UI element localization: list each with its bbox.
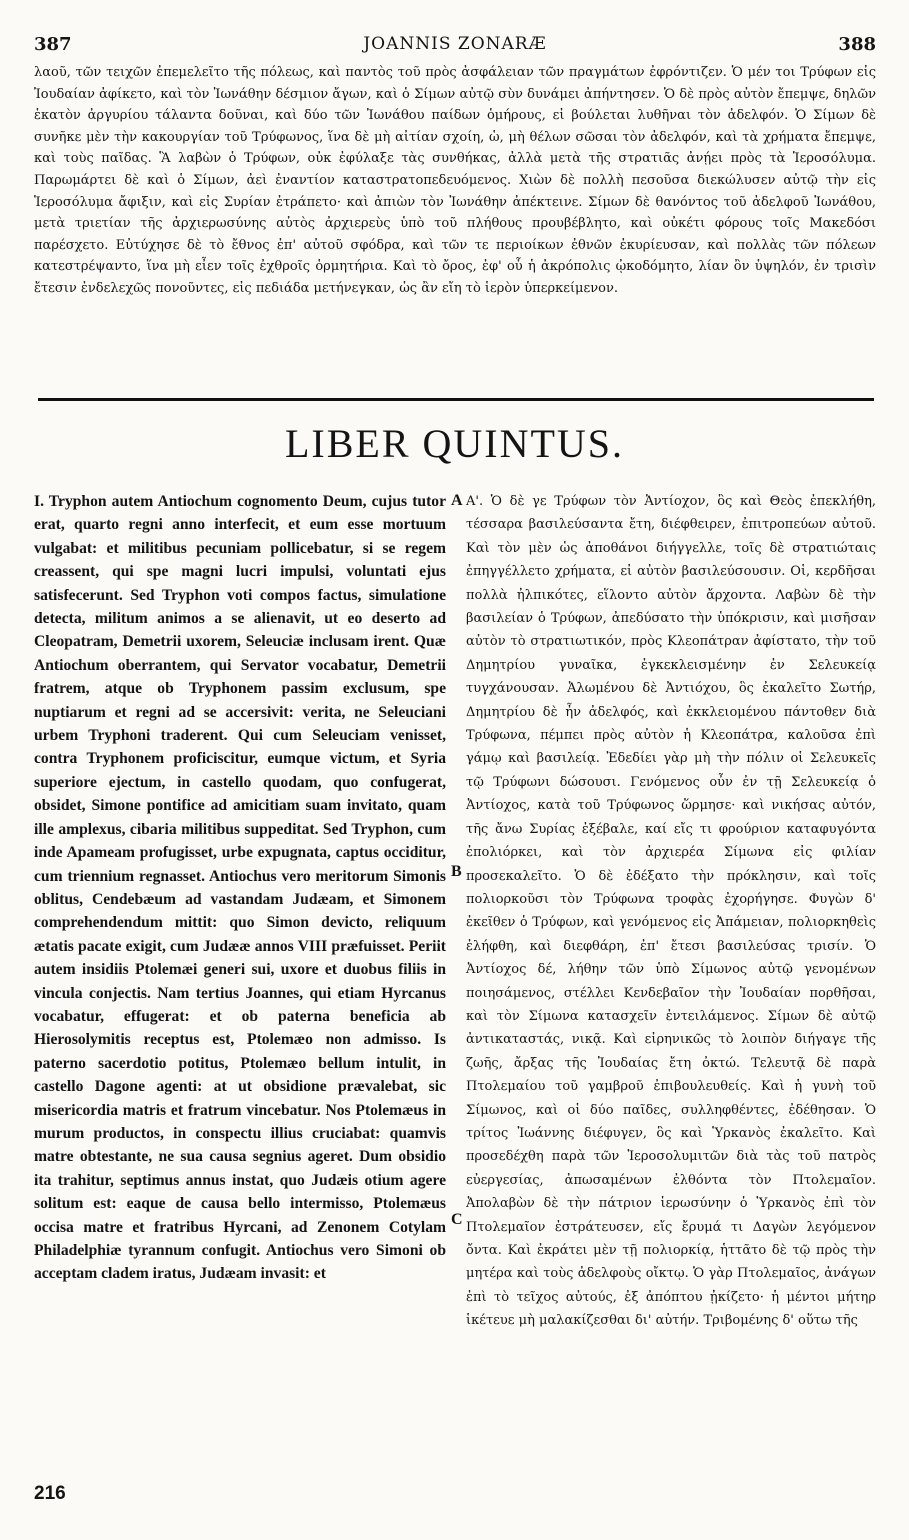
margin-letter-a: A [451,492,463,509]
page-number-right: 388 [838,34,876,55]
greek-continuation-paragraph: λαοῦ, τῶν τειχῶν ἐπεμελεῖτο τῆς πόλεως, καὶ παντὸς τοῦ πρὸς ἀσφάλειαν τῶν πραγμάτων ἐφρόντιζεν. Ὁ μέν τοι Τρύφων εἰς Ἰουδαίαν ἀφίκετο, καὶ τὸν Ἰωνάθην δέσμιον ἄγων, καὶ ὁ Σίμων αὐτῷ σὺν δυνάμει ἀπήντησεν. Ὁ δὲ πρὸς αὐτὸν ἔπεμψε, δηλῶν ἑκατὸν ἀργυρίου τάλαντα δοῦναι, καὶ δύο τῶν Ἰωνάθου παίδων ὁμήρους, εἰ βούλεται λυθῆναι τὸν ἀδελφόν. Ὁ Σίμων δὲ συνῆκε μὲν τὴν κακουργίαν τοῦ Τρύφωνος, ἵνα δὲ μὴ αἰτίαν σχοίη, ὡ, μὴ θέλων σῶσαι τὸν ἀδελφόν, καὶ τὰ χρήματα ἔπεμψε, καὶ τοὺς παῖδας. Ἃ λαβὼν ὁ Τρύφων, οὐκ ἐφύλαξε τὰς συνθήκας, ἀλλὰ μετὰ τῆς στρατιᾶς ἀνῄει πρὸς τὰ Ἱεροσόλυμα. Παρωμάρτει δὲ καὶ ὁ Σίμων, ἀεὶ ἐναντίον καταστρατοπεδευόμενος. Χιὼν δὲ πολλὴ πεσοῦσα διεκώλυσεν αὐτῷ τὴν εἰς Ἱεροσόλυμα ἄφιξιν, καὶ εἰς Συρίαν ἐτράπετο· καὶ ἀπιὼν τὸν Ἰωνάθην ἀπέκτεινε. Σίμων δὲ θανόντος τοῦ ἀδελφοῦ Ἰωνάθου, μετὰ τριετίαν τῆς ἀρχιερωσύνης αὐτὸς ἀρχιερεὺς ὑπὸ τοῦ πλήθους προυβέβλητο, καὶ οὐκέτι φόρους τοῖς Μακεδόσι παρέσχετο. Εὐτύχησε δὲ τὸ ἔθνος ἐπ' αὐτοῦ σφόδρα, καὶ τῶν τε περιοίκων ἐθνῶν ἐκυρίευσαν, καὶ πολλὰς τῶν πόλεων κατεστρέψαντο, ἵνα μὴ εἶεν τοῖς ἐχθροῖς ὁρμητήρια. Καὶ τὸ ὄρος, ἐφ' οὗ ἡ ἀκρόπολις ᾠκοδόμητο, λίαν ὂν ὑψηλόν, ἐν τρισὶν ἔτεσιν ἐνδελεχῶς πονοῦντες, εἰς πεδιάδα μετήνεγκαν, ὡς ἂν εἴη τὸ ἱερὸν ὑπερκείμενον. [34,65,876,296]
page-number-left: 387 [34,34,72,55]
book-title: LIBER QUINTUS. [284,421,625,466]
page-header [34,34,876,56]
latin-column [34,490,446,1286]
running-title: JOANNIS ZONARÆ [363,34,547,54]
greek-paragraph: Α'. Ὁ δὲ γε Τρύφων τὸν Ἀντίοχον, ὃς καὶ Θεὸς ἐπεκλήθη, τέσσαρα βασιλεύσαντα ἔτη, διέφθειρεν, ἐπιτροπεύων αὐτοῦ. Καὶ τὸν μὲν ὡς ἀποθάνοι διήγγελλε, τοῖς δὲ στρατιώταις ἐπηγγέλλετο χρήματα, εἰ αὐτὸν βασιλεύσουσιν. Οἱ, κερδῆσαι πολλὰ ἠλπικότες, εἵλοντο αὐτὸν ἄρχοντα. Λαβὼν δὲ τὴν βασιλείαν ὁ Τρύφων, ἀπεδύσατο τὴν ὑπόκρισιν, καὶ μισῆσαν αὐτὸν τὸ στρατιωτικόν, πρὸς Κλεοπάτραν ἀφίστατο, τὴν τοῦ Δημητρίου γυναῖκα, ἐγκεκλεισμένην ἐν Σελευκείᾳ τυγχάνουσαν. Ἀλωμένου δὲ Ἀντιόχου, ὃς ἐκαλεῖτο Σωτήρ, Δημητρίου δὲ ἦν ἀδελφός, καὶ ἐκκλειομένου πάντοθεν διὰ Τρύφωνα, πέμπει πρὸς αὐτὸν ἡ Κλεοπάτρα, καλοῦσα ἐπὶ γάμῳ καὶ βασιλείᾳ. Ἐδεδίει γὰρ μὴ τὴν πόλιν οἱ Σελευκεῖς τῷ Τρύφωνι δώσουσι. Γενόμενος οὖν ἐν τῇ Σελευκείᾳ ὁ Ἀντίοχος, κατὰ τοῦ Τρύφωνος ὥρμησε· καὶ νικήσας αὐτόν, τῆς ἄνω Συρίας ἐξέβαλε, καί εἴς τι φρούριον καταφυγόντα ἐπολιόρκει, καὶ τὸν ἀρχιερέα Σίμωνα εἰς φιλίαν προσεκαλεῖτο. Ὁ δὲ ἐδέξατο τὴν πρόκλησιν, καὶ τοῖς πολιορκοῦσι τὸν Τρύφωνα τροφὰς ἐχορήγησε. Φυγὼν δ' ἐκεῖθεν ὁ Τρύφων, καὶ γενόμενος εἰς Ἀπάμειαν, πολιορκηθεὶς ἐλήφθη, καὶ διεφθάρη, ἐπ' ἔτεσι βασιλεύσας τρισίν. Ὁ Ἀντίοχος δέ, λήθην τῶν ὑπὸ Σίμωνος αὐτῷ γενομένων ποιησάμενος, στέλλει Κενδεβαῖον τὴν Ἰουδαίαν πορθῆσαι, καὶ τὸν Σίμωνα κατασχεῖν ἐντειλάμενος. Σίμων δὲ αὐτῷ ἀντικαταστάς, νικᾷ. Καὶ εἰρηνικῶς τὸ λοιπὸν διήγαγε τῆς ζωῆς, ἄρξας τῆς Ἰουδαίας ἔτη ὀκτώ. Τελευτᾷ δὲ παρὰ Πτολεμαίου τοῦ γαμβροῦ ἐπιβουλευθείς. Καὶ ἡ γυνὴ τοῦ Σίμωνος, καὶ οἱ δύο παῖδες, συλληφθέντες, ἐδέθησαν. Ὁ τρίτος Ἰωάννης διέφυγεν, ὃς καὶ Ὑρκανὸς ἐκαλεῖτο. Καὶ προσεδέχθη παρὰ τῶν Ἱεροσολυμιτῶν διὰ τὰς τοῦ πατρὸς εὐεργεσίας, ἀπωσαμένων ἐλθόντα τὸν Πτολεμαῖον. Ἀπολαβὼν δὲ τὴν πάτριον ἱερωσύνην ὁ Ὑρκανὸς ἐπὶ τὸν Πτολεμαῖον ἐστράτευσεν, εἴς ἔρυμά τι Δαγὼν λεγόμενον ὄντα. Καὶ ἐκράτει μὲν τῇ πολιορκίᾳ, ἡττᾶτο δὲ τῷ πρὸς τὴν μητέρα καὶ τοὺς ἀδελφοὺς οἴκτῳ. Ὁ γὰρ Πτολεμαῖος, ἀνάγων ἐπὶ τὸ τεῖχος αὐτούς, ἐξ ἀπόπτου ᾐκίζετο· ἡ μέντοι μήτηρ ἱκέτευε μὴ μαλακίζεσθαι δι' αὐτήν. Τριβομένης δ' οὕτω τῆς [466,494,876,1329]
folio-number: 216 [34,1483,66,1504]
margin-letter-b: B [451,863,462,880]
margin-letter-c: C [451,1211,463,1228]
section-divider [38,398,874,401]
latin-paragraph: I. Tryphon autem Antiochum cognomento Deum, cujus tutor erat, quarto regni anno interfecit, et eum esse mortuum vulgabat: et militibus pecuniam pollicebatur, si se regem creassent, qui spe magni lucri impulsi, voluntati ejus satisfecerunt. Sed Tryphon voti compos factus, simulatione detecta, militum animos a se alienavit, ut eo deserto ad Cleopatram, Demetrii uxorem, Seleuciæ inclusam irent. Quæ Antiochum oberrantem, qui Servator vocabatur, Demetrii fratrem, atque ob Tryphonem passim exclusum, spe nuptiarum et regni ad se accersivit: verita, ne Seleuciani urbem Tryphoni traderent. Qui cum Seleuciam venisset, contra Tryphonem proficiscitur, eumque victum, et Syria superiore ejectum, in castello quodam, quo confugerat, obsidet, Simone pontifice ad amicitiam suam invitato, quam ille amplexus, cibaria militibus suppeditat. Sed Tryphon, cum inde Apameam profugisset, urbe expugnata, captus occiditur, cum triennium regnasset. Antiochus vero meritorum Simonis oblitus, Cendebæum ad vastandam Judæam, et Simonem comprehendendum mittit: quo Simon devicto, reliquum ætatis pacate exigit, cum Judææ annos VIII præfuisset. Periit autem insidiis Ptolemæi generi sui, uxore et duobus filiis in vincula conjectis. Nam tertius Joannes, qui etiam Hyrcanus vocabatur, effugerat: et ob paterna beneficia ab Hierosolymitis receptus est, Ptolemæo non admisso. Is paterno sacerdotio potitus, Ptolemæo bellum intulit, in castello Dagone agenti: at ut obsidione prævalebat, sic misericordia matris et fratrum vincebatur. Nos Ptolemæus in murum productos, in conspectu illius cruciabat: quamvis matre obtestante, ne sua causa segnius ageret. Dum obsidio ita trahitur, septimus annus instat, quo Judæis otium agere solitum est: eaque de causa bello intermisso, Ptolemæus occisa matre et fratribus Hyrcani, ad Zenonem Cotylam Philadelphiæ tyrannum confugit. Antiochus vero Simoni ob acceptam cladem iratus, Judæam invasit: et [34,493,446,1283]
greek-column [466,490,876,1333]
